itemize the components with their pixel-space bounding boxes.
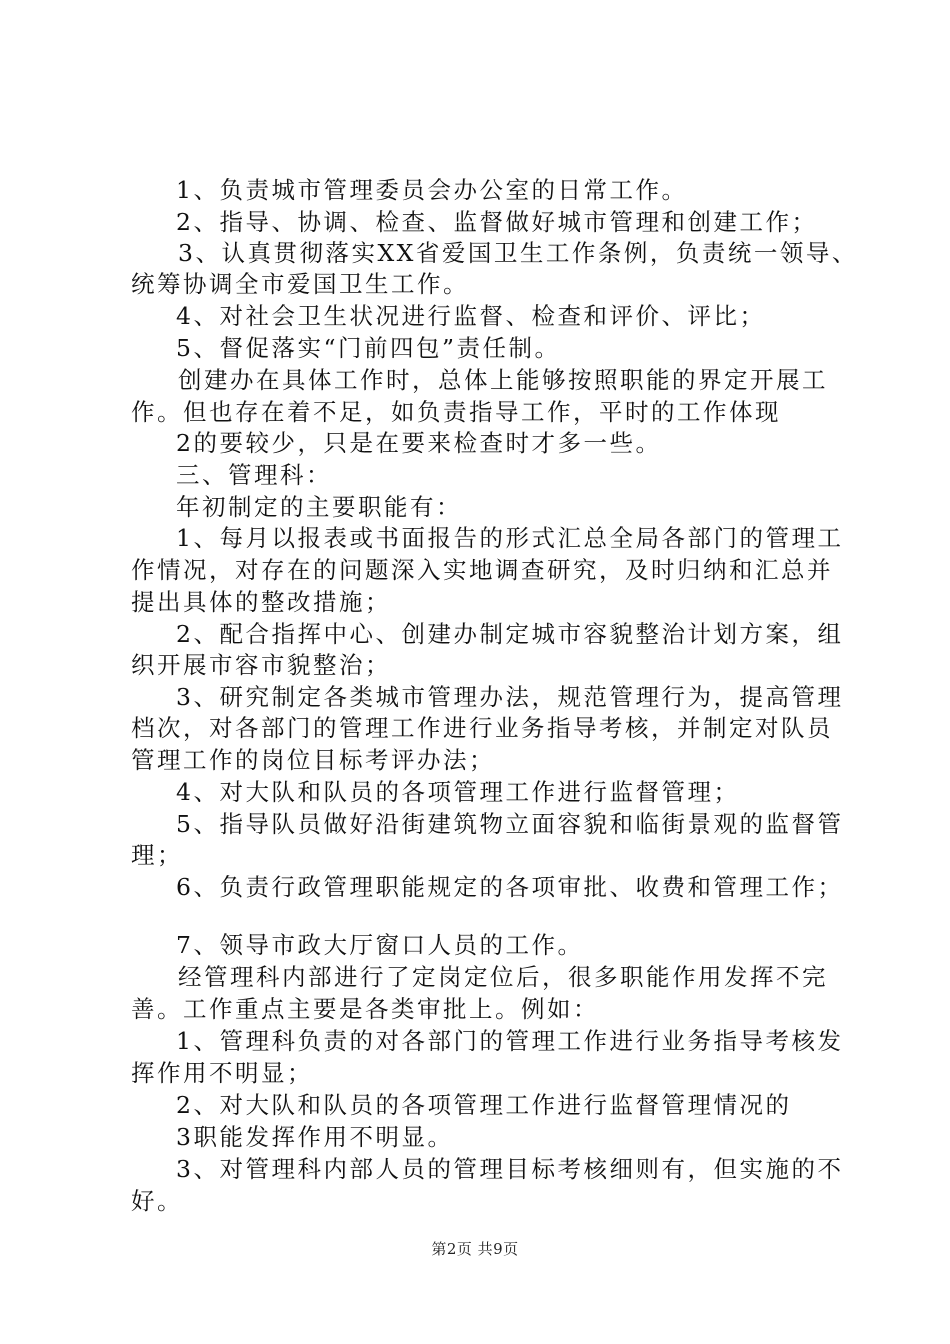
section-heading: 三、管理科： [176,461,332,489]
text-line: 3、研究制定各类城市管理办法，规范管理行为，提高管理 [176,683,844,711]
text-line: 5、督促落实“门前四包”责任制。 [176,334,561,362]
text-line: 2、对大队和队员的各项管理工作进行监督管理情况的 [176,1091,792,1119]
text-line: 作。但也存在着不足，如负责指导工作，平时的工作体现 [131,398,781,426]
text-line: 挥作用不明显； [131,1059,313,1087]
page-footer: 第2页 共9页 [431,1240,519,1258]
text-line: 6、负责行政管理职能规定的各项审批、收费和管理工作； [176,873,844,901]
text-line: 1、管理科负责的对各部门的管理工作进行业务指导考核发 [176,1027,844,1055]
text-line: 2的要较少，只是在要来检查时才多一些。 [176,429,662,457]
text-line: 善。工作重点主要是各类审批上。例如： [131,995,599,1023]
text-line: 创建办在具体工作时，总体上能够按照职能的界定开展工 [178,366,828,394]
text-line: 2、配合指挥中心、创建办制定城市容貌整治计划方案，组 [176,620,844,648]
text-line: 提出具体的整改措施； [131,588,391,616]
text-line: 档次，对各部门的管理工作进行业务指导考核，并制定对队员 [131,714,833,742]
text-line: 3、认真贯彻落实XX省爱国卫生工作条例，负责统一领导、 [178,239,858,267]
text-line: 3、对管理科内部人员的管理目标考核细则有，但实施的不 [176,1155,844,1183]
text-line: 5、指导队员做好沿街建筑物立面容貌和临街景观的监督管 [176,810,844,838]
text-line: 4、对社会卫生状况进行监督、检查和评价、评比； [176,302,766,330]
text-line: 理； [131,841,183,869]
text-line: 2、指导、协调、检查、监督做好城市管理和创建工作； [176,208,818,236]
text-line: 经管理科内部进行了定岗定位后，很多职能作用发挥不完 [178,963,828,991]
text-line: 作情况，对存在的问题深入实地调查研究，及时归纳和汇总并 [131,556,833,584]
text-line: 1、每月以报表或书面报告的形式汇总全局各部门的管理工 [176,524,844,552]
text-line: 4、对大队和队员的各项管理工作进行监督管理； [176,778,740,806]
text-line: 统筹协调全市爱国卫生工作。 [131,270,469,298]
text-line: 3职能发挥作用不明显。 [176,1123,454,1151]
text-line: 1、负责城市管理委员会办公室的日常工作。 [176,176,688,204]
text-line: 织开展市容市貌整治； [131,651,391,679]
text-line: 好。 [131,1187,183,1215]
text-line: 管理工作的岗位目标考评办法； [131,746,495,774]
text-line: 7、领导市政大厅窗口人员的工作。 [176,931,584,959]
text-line: 年初制定的主要职能有： [176,493,462,521]
